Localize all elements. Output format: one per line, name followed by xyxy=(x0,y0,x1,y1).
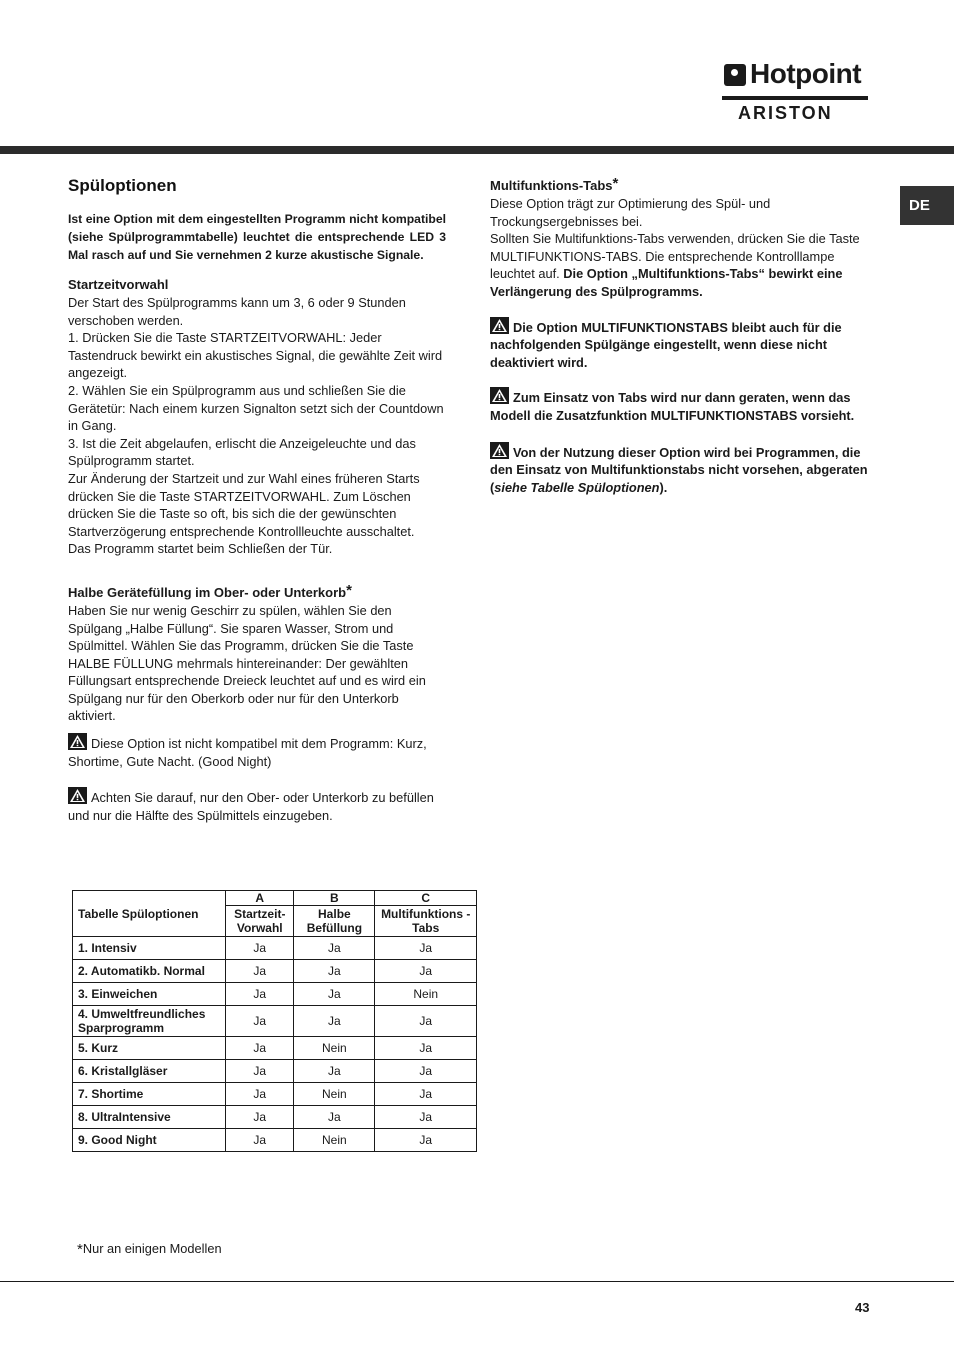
cell-b: Nein xyxy=(294,1037,375,1060)
multi-p2 xyxy=(490,230,870,300)
brand-rule xyxy=(722,96,868,100)
footer-rule xyxy=(0,1281,954,1282)
multi-warning-3-text-b: ). xyxy=(659,479,668,495)
startzeit-p4: 3. Ist die Zeit abgelaufen, erlischt die Anzeigeleuchte und das Spülprogramm startet. xyxy=(68,435,416,469)
startzeit-p5: Zur Änderung der Startzeit und zur Wahl eines früheren Starts drücken Sie die Taste STARTZEITVORWAHL. Zum Löschen drücken Sie die Taste so oft, bis sich die der gewünschten Startverzögerung entsprechende Kontrollleuchte ausschaltet. xyxy=(68,470,420,539)
language-tab: DE xyxy=(900,186,954,225)
startzeit-p2: 1. Drücken Sie die Taste STARTZEITVORWAHL: Jeder Tastendruck bewirkt ein akustisches Signal, die gewählte Zeit wird angezeigt. xyxy=(68,330,443,381)
table-row xyxy=(73,1060,477,1083)
cell-c: Nein xyxy=(375,983,477,1006)
column-letter-a: A xyxy=(226,891,294,906)
multi-warning-1 xyxy=(490,317,870,372)
startzeit-p1: Der Start des Spülprogramms kann um 3, 6 oder 9 Stunden verschoben werden. xyxy=(68,295,406,328)
warning-icon xyxy=(490,387,509,404)
cell-b: Ja xyxy=(294,1106,375,1129)
halbe-warning-1-text: Diese Option ist nicht kompatibel mit dem Programm: Kurz, Shortime, Gute Nacht. (Good Night) xyxy=(68,736,427,769)
brand-name: Hotpoint xyxy=(750,58,862,89)
program-name: 6. Kristallgläser xyxy=(73,1060,226,1083)
table-row xyxy=(73,960,477,983)
cell-c: Ja xyxy=(375,1060,477,1083)
program-name: 4. Umweltfreundliches Sparprogramm xyxy=(73,1006,226,1037)
cell-c: Ja xyxy=(375,1006,477,1037)
table-row xyxy=(73,983,477,1006)
footnote-star: * xyxy=(612,175,619,192)
column-name-c: Multifunktions -Tabs xyxy=(375,906,477,937)
column-name-b: Halbe Befüllung xyxy=(294,906,375,937)
brand-sub: ARISTON xyxy=(738,103,833,123)
multi-heading-text: Multifunktions-Tabs xyxy=(490,178,613,193)
cell-c: Ja xyxy=(375,1037,477,1060)
program-name: 1. Intensiv xyxy=(73,937,226,960)
startzeit-heading: Startzeitvorwahl xyxy=(68,277,169,292)
intro-bold: Ist eine Option mit dem eingestellten Programm nicht kompatibel (siehe Spülprogrammtabelle) leuchtet die entsprechende LED 3 Mal rasch auf und Sie vernehmen 2 kurze akustische Signale. xyxy=(68,212,446,262)
footnote-text: Nur an einigen Modellen xyxy=(82,1241,222,1256)
footnote xyxy=(77,1241,222,1258)
table-letter-row xyxy=(73,891,477,906)
multi-p2-bold: Die Option „Multifunktions-Tabs“ bewirkt eine Verlängerung des Spülprogramms. xyxy=(490,266,843,299)
cell-b: Ja xyxy=(294,1006,375,1037)
program-name: 9. Good Night xyxy=(73,1129,226,1152)
table-row xyxy=(73,1037,477,1060)
halbe-warning-2-text: Achten Sie darauf, nur den Ober- oder Unterkorb zu befüllen und nur die Hälfte des Spülmittels einzugeben. xyxy=(68,790,434,823)
program-name: 8. UltraIntensive xyxy=(73,1106,226,1129)
warning-icon xyxy=(68,787,87,804)
halbe-p1: Haben Sie nur wenig Geschirr zu spülen, wählen Sie den Spülgang „Halbe Füllung“. Sie sparen Wasser, Strom und Spülmittel. Wählen Sie das Programm, drücken Sie die Taste HALBE FÜLLUNG mehrmals hintereinander: Der gewählten Füllungsart entsprechende Dreieck leuchtet auf und es wird ein Spülgang nur für den Oberkorb oder nur für den Unterkorb aktiviert. xyxy=(68,602,426,724)
cell-b: Ja xyxy=(294,1060,375,1083)
warning-icon xyxy=(490,442,509,459)
cell-a: Ja xyxy=(226,1006,294,1037)
footnote-star: * xyxy=(346,581,352,599)
cell-b: Ja xyxy=(294,983,375,1006)
cell-a: Ja xyxy=(226,1083,294,1106)
program-name: 5. Kurz xyxy=(73,1037,226,1060)
options-table xyxy=(72,890,477,1152)
cell-a: Ja xyxy=(226,1037,294,1060)
multi-warning-3 xyxy=(490,442,870,497)
program-name: 2. Automatikb. Normal xyxy=(73,960,226,983)
cell-b: Nein xyxy=(294,1083,375,1106)
cell-a: Ja xyxy=(226,1060,294,1083)
warning-icon xyxy=(68,733,87,750)
cell-a: Ja xyxy=(226,983,294,1006)
column-letter-b: B xyxy=(294,891,375,906)
right-column xyxy=(490,177,870,496)
cell-c: Ja xyxy=(375,937,477,960)
multi-warning-2 xyxy=(490,387,870,424)
multi-p2-text: Sollten Sie Multifunktions-Tabs verwenden, drücken Sie die Taste MULTIFUNKTIONS-TABS. Die entsprechende Kontrolllampe leuchtet auf. xyxy=(490,231,860,282)
left-column xyxy=(68,176,446,824)
cell-b: Nein xyxy=(294,1129,375,1152)
column-name-a: Startzeit-Vorwahl xyxy=(226,906,294,937)
cell-c: Ja xyxy=(375,1083,477,1106)
cell-c: Ja xyxy=(375,1106,477,1129)
table-row xyxy=(73,1006,477,1037)
cell-c: Ja xyxy=(375,1129,477,1152)
multi-warning-1-text: Die Option MULTIFUNKTIONSTABS bleibt auch für die nachfolgenden Spülgänge eingestellt, wenn diese nicht deaktiviert wird. xyxy=(490,319,842,370)
multi-warning-3-italic: siehe Tabelle Spüloptionen xyxy=(494,479,660,495)
brand-mark-icon xyxy=(724,64,746,86)
multi-heading xyxy=(490,177,870,195)
multi-p1: Diese Option trägt zur Optimierung des Spül- und Trockungsergebnisses bei. xyxy=(490,196,771,229)
cell-b: Ja xyxy=(294,937,375,960)
program-name: 3. Einweichen xyxy=(73,983,226,1006)
multi-warning-3-text-a: Von der Nutzung dieser Option wird bei Programmen, die den Einsatz von Multifunktionstabs nicht vorsehen, abgeraten ( xyxy=(490,444,868,495)
footnote-star: * xyxy=(77,1241,83,1258)
column-letter-c: C xyxy=(375,891,477,906)
halbe-heading-text: Halbe Gerätefüllung im Ober- oder Unterkorb xyxy=(68,584,347,600)
cell-c: Ja xyxy=(375,960,477,983)
halbe-warning-2 xyxy=(68,787,446,824)
header-bar xyxy=(0,146,954,154)
page-number: 43 xyxy=(855,1300,870,1315)
warning-icon xyxy=(490,317,509,334)
cell-a: Ja xyxy=(226,1106,294,1129)
section-title: Spüloptionen xyxy=(68,176,177,195)
table-row xyxy=(73,1106,477,1129)
table-row xyxy=(73,1129,477,1152)
brand-logo xyxy=(722,60,868,124)
cell-a: Ja xyxy=(226,1129,294,1152)
cell-a: Ja xyxy=(226,960,294,983)
startzeit-p3: 2. Wählen Sie ein Spülprogramm aus und schließen Sie die Gerätetür: Nach einem kurzen Signalton setzt sich der Countdown in Gang. xyxy=(68,382,444,434)
multi-warning-2-text: Zum Einsatz von Tabs wird nur dann geraten, wenn das Modell die Zusatzfunktion MULTIFUNKTIONSTABS vorsieht. xyxy=(490,390,855,423)
table-row xyxy=(73,937,477,960)
halbe-heading xyxy=(68,581,446,602)
cell-b: Ja xyxy=(294,960,375,983)
table-title: Tabelle Spüloptionen xyxy=(73,891,226,937)
program-name: 7. Shortime xyxy=(73,1083,226,1106)
table-row xyxy=(73,1083,477,1106)
startzeit-p6: Das Programm startet beim Schließen der Tür. xyxy=(68,541,333,557)
halbe-warning-1 xyxy=(68,733,446,770)
cell-a: Ja xyxy=(226,937,294,960)
